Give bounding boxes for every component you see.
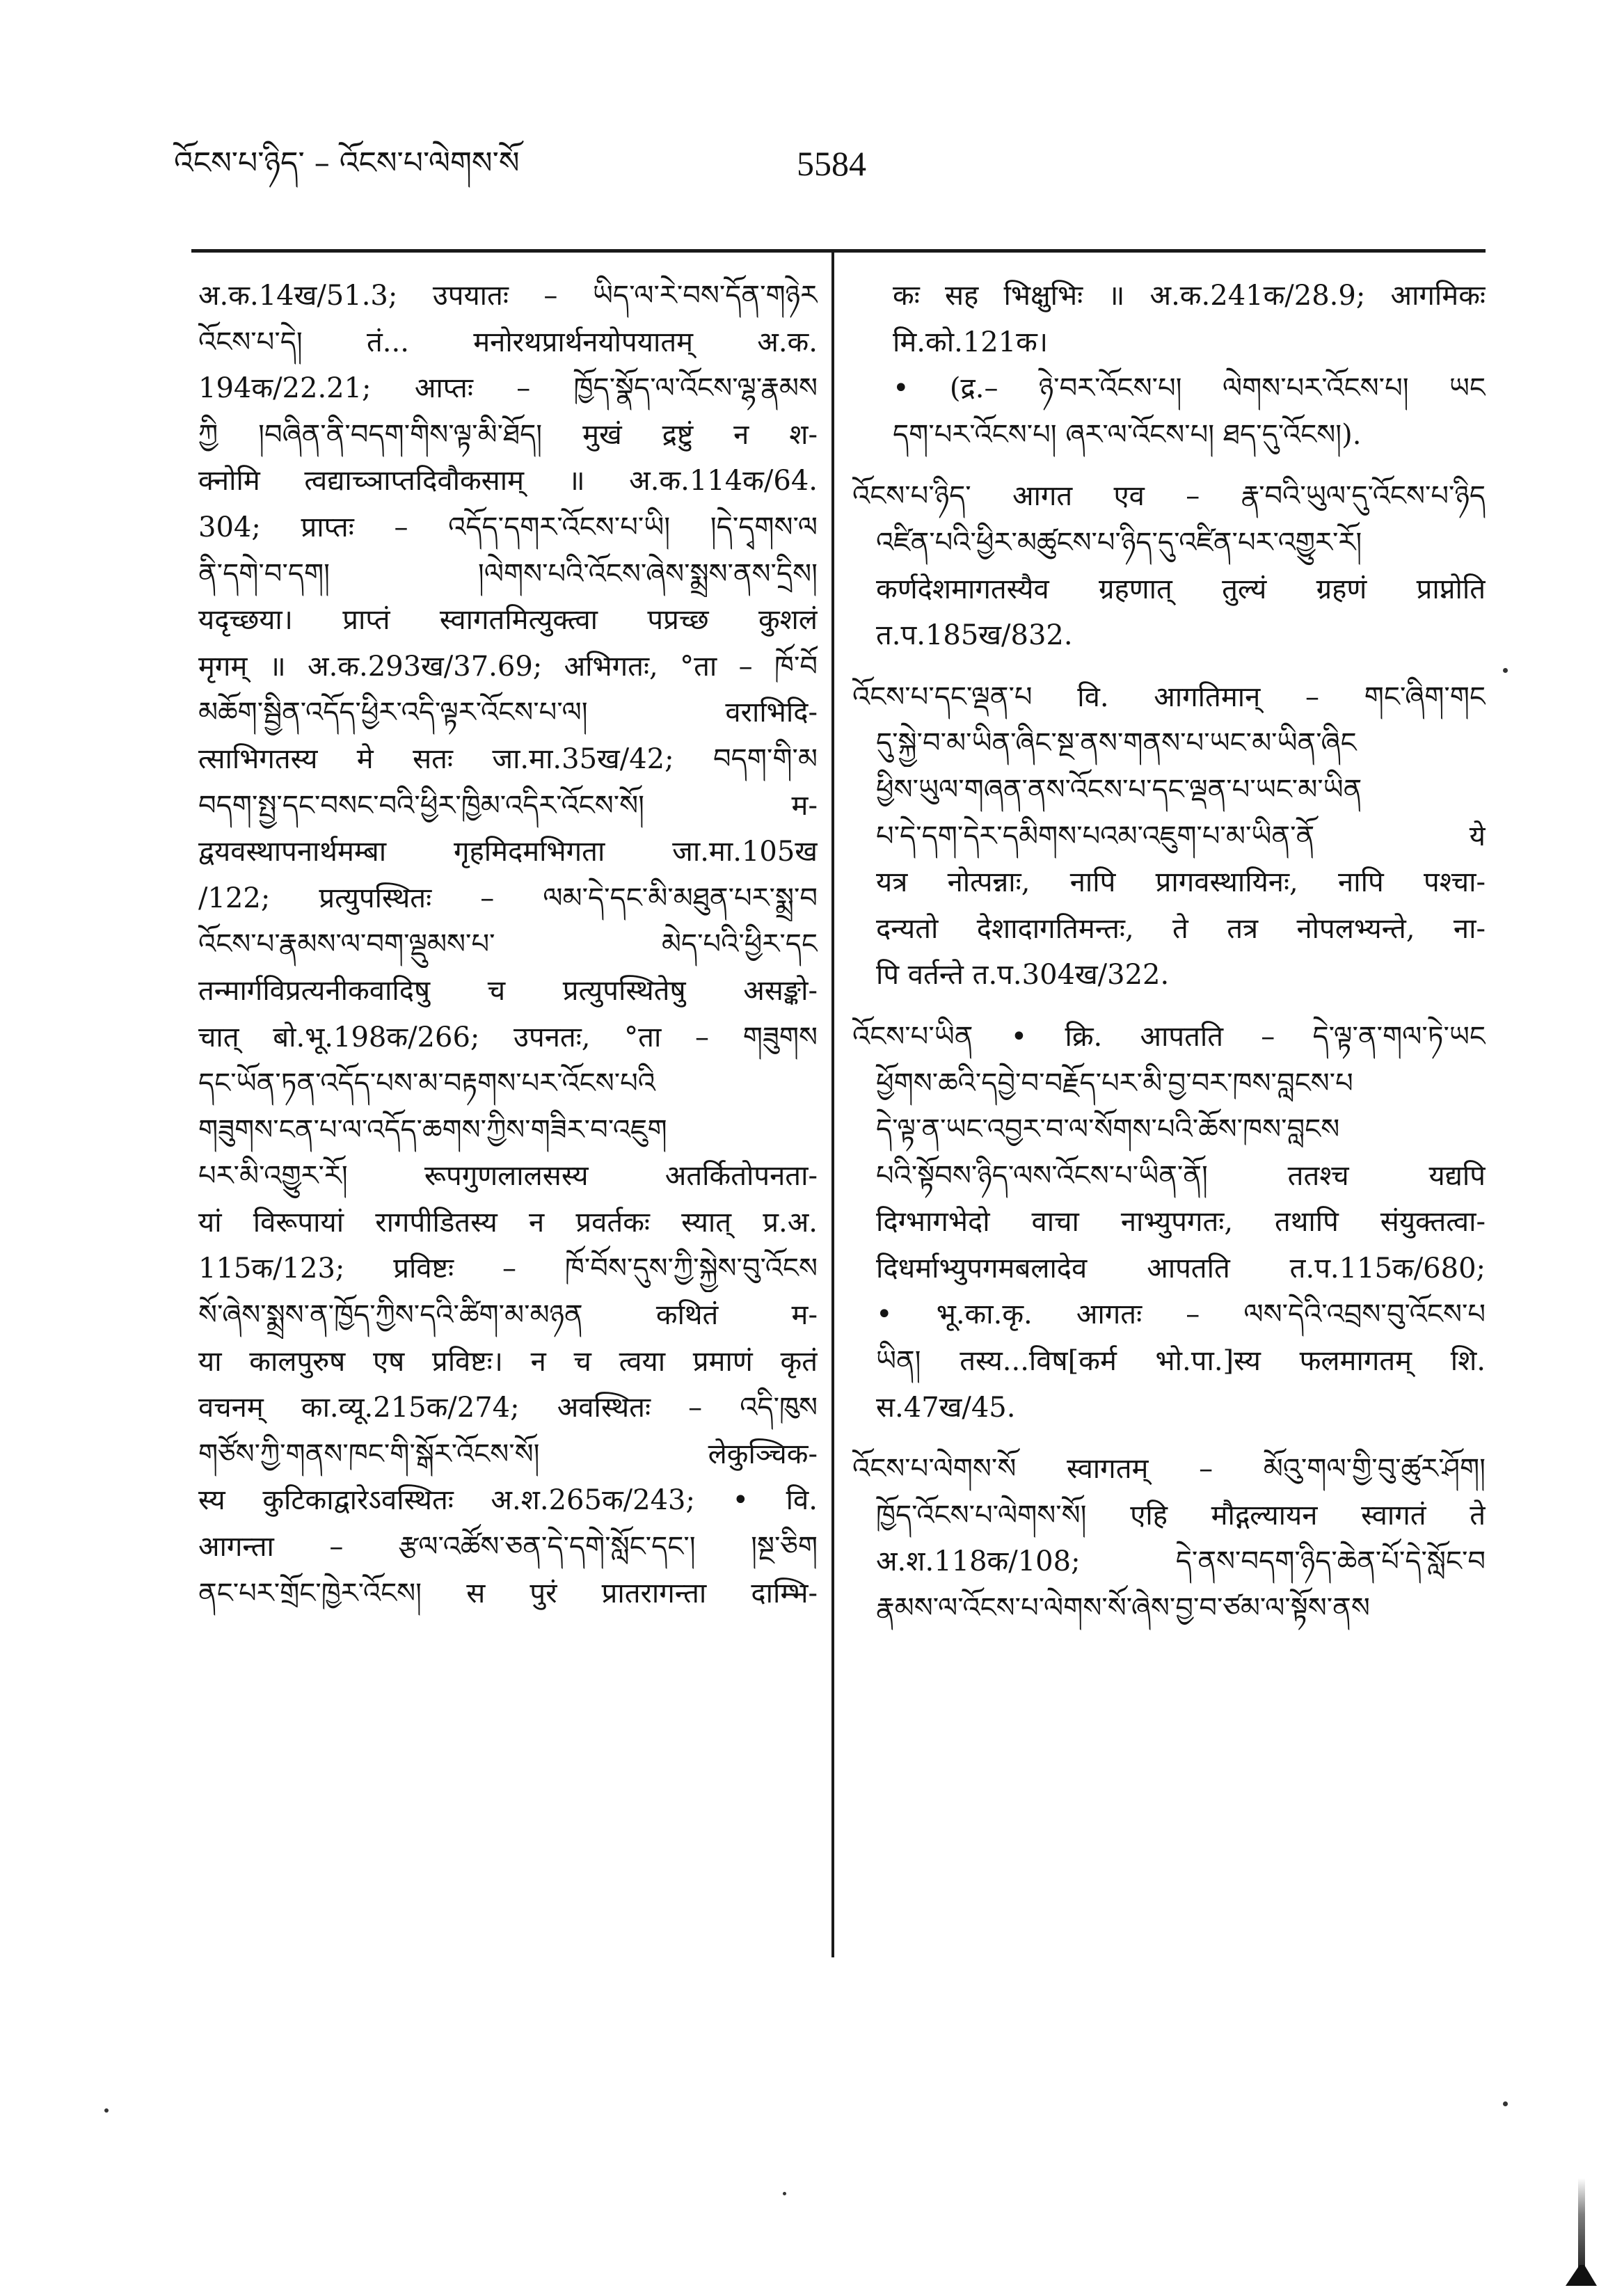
left-line: ནང་པར་གྲོང་ཁྱེར་འོངས། स पुरं प्रातरागन्ता दाम्भि- [198, 1577, 818, 1609]
left-line: པར་མི་འགྱུར་རོ། रूपगुणलालसस्य अतर्कितोपनता- [198, 1160, 818, 1193]
right-line: འཛིན་པའི་ཕྱིར་མཚུངས་པ་ཉིད་དུ་འཛིན་པར་འགྱུར་རོ། [876, 526, 1362, 559]
right-line: मि.को.121क। [893, 326, 1049, 358]
entry-gap [852, 999, 1486, 1014]
left-line: चात् बो.भू.198क/266; उपनतः, °ता – གཟུགས [198, 1021, 818, 1053]
left-line: अ.क.14ख/51.3; उपयातः – ཡིད་ལ་རེ་བས་དོན་གཉེར [198, 280, 818, 312]
right-line: ཁྱོད་འོངས་པ་ལེགས་སོ། एहि मौद्गल्यायन स्वागतं ते [876, 1499, 1486, 1532]
entry-gap [852, 458, 1486, 473]
left-line: 115क/123; प्रविष्टः – ཁོ་བོས་དུས་ཀྱི་སྐྱེས་བུ་འོངས [198, 1253, 818, 1285]
left-line: आगन्ता – རྩལ་འཚོས་ཅན་དེ་དགེ་སློང་དང་། །སྔ་ཅིག [198, 1531, 818, 1564]
left-line: སོ་ཞེས་སྨྲས་ན་ཁྱོད་ཀྱིས་དའི་ཚིག་མ་མཉན कथितं म- [198, 1299, 818, 1332]
right-line: पि वर्तन्ते त.प.304ख/322. [876, 959, 1170, 992]
left-line: གཙོས་ཀྱི་གནས་ཁང་གི་སྒོར་འོངས་སོ། लेकुञ्चिक- [198, 1438, 818, 1470]
left-line: གཟུགས་ངན་པ་ལ་འདོད་ཆགས་ཀྱིས་གཟིར་བ་འཇུག [198, 1113, 667, 1146]
right-line: • (द्र.– ཉེ་བར་འོངས་པ། ལེགས་པར་འོངས་པ། ཡང [893, 372, 1486, 405]
right-line: ཡིན། तस्य...विष[कर्म भो.पा.]स्य फलमागतम् शि. [876, 1345, 1486, 1378]
scan-speck [783, 2192, 786, 2195]
left-line: द्वयवस्थापनार्थमम्बा गृहमिदमभिगता जा.मा.105ख [198, 836, 818, 868]
left-line: 194क/22.21; आप्तः – ཁྱོད་སྣོད་ལ་འོངས་ལྷ་རྣམས [198, 372, 818, 405]
left-line: वचनम् का.व्यू.215क/274; अवस्थितः – འདི་ཁུས [198, 1392, 818, 1424]
right-line: दिधर्माभ्युपगमबलादेव आपतति त.प.115क/680; [876, 1252, 1486, 1285]
right-line: स.47ख/45. [876, 1391, 1016, 1424]
page-number: 5584 [797, 144, 866, 183]
header-rule [191, 249, 1486, 253]
right-line: དེ་ལྟ་ན་ཡང་འབྱར་བ་ལ་སོགས་པའི་ཆོས་ཁས་བླངས [876, 1113, 1340, 1146]
right-line: दन्यतो देशादागतिमन्तः, ते तत्र नोपलभ्यन्ते, ना- [876, 912, 1486, 945]
scan-edge-mark [1566, 2265, 1597, 2286]
entry-gap [852, 1431, 1486, 1446]
right-line: दिग्भागभेदो वाचा नाभ्युपगतः, तथापि संयुक्तत्वा- [876, 1206, 1486, 1239]
running-head: འོངས་པ་ཉིད་ – འོངས་པ་ལེགས་སོ [174, 145, 520, 181]
entry-head-line: འོངས་པ་ལེགས་སོ स्वागतम् – མོའུ་གལ་གྱི་བུ་ཚུར་ཤོག། [852, 1453, 1486, 1486]
left-line: མཆོག་སྦྱིན་འདོད་ཕྱིར་འདི་ལྟར་འོངས་པ་ལ། वराभिदि- [198, 697, 818, 729]
left-line: मृगम् ॥ अ.क.293ख/37.69; अभिगतः, °ता – ཁོ་བོ [198, 650, 818, 683]
left-line: འོངས་པ་དེ། तं... मनोरथप्रार्थनयोपयातम् अ.क. [198, 326, 818, 358]
entry-head-line: འོངས་པ་ཡིན • क्रि. आपतति – དེ་ལྟ་ན་གལ་ཏེ་ཡང [852, 1020, 1486, 1053]
left-line: स्य कुटिकाद्वारेऽवस्थितः अ.श.265क/243; • वि. [198, 1484, 818, 1517]
right-line: པའི་སྟོབས་ཉིད་ལས་འོངས་པ་ཡིན་ནོ། ततश्च यद्यपि [876, 1159, 1486, 1192]
left-line: यदृच्छया। प्राप्तं स्वागतमित्युक्त्वा पप्रच्छ कुशलं [198, 604, 818, 637]
left-line: དང་ཡོན་ཏན་འདོད་པས་མ་བརྟགས་པར་འོངས་པའི [198, 1067, 655, 1100]
entry-head-line: འོངས་པ་ཉིད་ आगत एव – རྣ་བའི་ཡུལ་དུ་འོངས་པ་ཉིད [852, 480, 1486, 513]
right-line: यत्र नोत्पन्नाः, नापि प्रागवस्थायिनः, नापि पश्चा- [876, 866, 1486, 899]
right-line: • भू.का.कृ. आगतः – ལས་དེའི་འབྲས་བུ་འོངས་པ [876, 1298, 1486, 1331]
right-line: ཕྱོགས་ཆའི་དབྱེ་བ་བརྗོད་པར་མི་བྱ་བར་ཁས་བླངས་པ [876, 1067, 1353, 1099]
right-line: པ་དེ་དག་དེར་དམིགས་པའམ་འཇུག་པ་མ་ཡིན་ནོ ये [876, 820, 1486, 852]
right-line: कर्णदेशमागतस्यैव ग्रहणात् तुल्यं ग्रहणं प्राप्नोति [876, 573, 1486, 605]
right-line: རྣམས་ལ་འོངས་པ་ལེགས་སོ་ཞེས་བྱ་བ་ཙམ་ལ་སྟོས་ནས [876, 1592, 1370, 1625]
entry-gap [852, 659, 1486, 674]
right-column [852, 273, 1486, 1632]
left-line: या कालपुरुष एष प्रविष्टः। न च त्वया प्रमाणं कृतं [198, 1345, 818, 1378]
scan-speck [1503, 2101, 1508, 2106]
left-line: ནི་དགེ་བ་དག། །ལེགས་པའི་འོངས་ཞེས་སྨྲས་ནས་དྲིས། [198, 557, 818, 590]
right-line: त.प.185ख/832. [876, 619, 1073, 652]
left-line: यां विरूपायां रागपीडितस्य न प्रवर्तकः स्यात् प्र.अ. [198, 1206, 818, 1239]
right-line: དུ་སྐྱེ་བ་མ་ཡིན་ཞིང་སྔ་ནས་གནས་པ་ཡང་མ་ཡིན་ཞིང [876, 727, 1357, 760]
entry-head-line: འོངས་པ་དང་ལྡན་པ वि. आगतिमान् – གང་ཞིག་གང [852, 681, 1486, 713]
right-line: ཕྱིས་ཡུལ་གཞན་ནས་འོངས་པ་དང་ལྡན་པ་ཡང་མ་ཡིན [876, 773, 1362, 806]
right-line: དག་པར་འོངས་པ། ཞར་ལ་འོངས་པ། ཐད་དུ་འོངས།). [893, 418, 1362, 451]
scan-speck [1503, 668, 1508, 673]
left-line: त्साभिगतस्य मे सतः जा.मा.35ख/42; བདག་གི་མ [198, 742, 818, 775]
left-column [198, 273, 818, 1616]
left-line: འོངས་པ་རྣམས་ལ་བག་ལྡུམས་པ་ མེད་པའི་ཕྱིར་དང [198, 928, 818, 961]
column-divider [831, 253, 834, 1957]
left-line: བདག་སྤྱ་དང་བསང་བའི་ཕྱིར་ཁྱིམ་འདིར་འོངས་སོ། म- [198, 789, 818, 822]
left-line: क्नोमि त्वद्याच्ञाप्तदिवौकसाम् ॥ अ.क.114क/64. [198, 465, 818, 498]
right-line: अ.श.118क/108; དེ་ནས་བདག་ཉིད་ཆེན་པོ་དེ་སློང་བ [876, 1545, 1486, 1578]
left-line: तन्मार्गविप्रत्यनीकवादिषु च प्रत्युपस्थितेषु असङ्को- [198, 974, 818, 1007]
right-line: कः सह भिक्षुभिः ॥ अ.क.241क/28.9; आगमिकः [893, 280, 1486, 312]
left-line: 304; प्राप्तः – འདོད་དགར་འོངས་པ་ཡི། །དེ་དྭགས་ལ [198, 511, 818, 543]
left-line: ཀྱི །བཞིན་ནི་བདག་གིས་ལྟ་མི་ཐོད། मुखं द्रष्टुं न श- [198, 418, 818, 451]
scan-speck [104, 2108, 109, 2113]
left-line: /122; प्रत्युपस्थितः – ལམ་དེ་དང་མི་མཐུན་པར་སྨྲ་བ [198, 882, 818, 914]
